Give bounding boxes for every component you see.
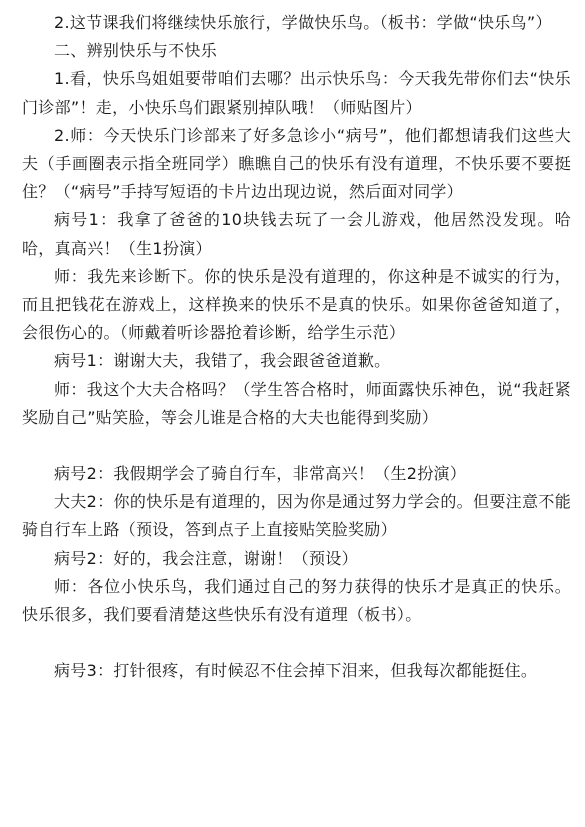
- paragraph-step-2: 2.师：今天快乐门诊部来了好多急诊小“病号”，他们都想请我们这些大夫（手画圈表示指全班同学）瞧瞧自己的快乐有没有道理，不快乐要不要挺住？（“病号”手持写短语的卡片边出现边说，然后面对同学）: [22, 125, 571, 202]
- paragraph-doctor-2: 大夫2：你的快乐是有道理的，因为你是通过努力学会的。但要注意不能骑自行车上路（预设，答到点子上直接贴笑脸奖励）: [22, 492, 571, 540]
- paragraph-patient-3: 病号3：打针很疼，有时候忍不住会掉下泪来，但我每次都能挺住。: [54, 661, 538, 681]
- paragraph-teacher-reward: 师：我这个大夫合格吗？（学生答合格时，师面露快乐神色，说“我赶紧奖励自己”贴笑脸，等会儿谁是合格的大夫也能得到奖励）: [22, 379, 571, 427]
- blank-line: [22, 629, 571, 657]
- paragraph-teacher-summary: 师：各位小快乐鸟，我们通过自己的努力获得的快乐才是真正的快乐。快乐很多，我们要看清楚这些快乐有没有道理（板书）。: [22, 576, 571, 625]
- section-heading: 二、辨别快乐与不快乐: [54, 41, 218, 61]
- paragraph-patient-2-reply: 病号2：好的，我会注意，谢谢！（预设）: [54, 548, 358, 568]
- paragraph-teacher-diagnosis: 师：我先来诊断下。你的快乐是没有道理的，你这种是不诚实的行为，而且把钱花在游戏上，这样换来的快乐不是真的快乐。如果你爸爸知道了，会很伤心的。（师戴着听诊器抢着诊断，给学生示范）: [22, 266, 571, 343]
- paragraph-patient-2: 病号2：我假期学会了骑自行车，非常高兴！（生2扮演）: [54, 464, 467, 484]
- paragraph-step-1: 1.看，快乐鸟姐姐要带咱们去哪？出示快乐鸟：今天我先带你们去“快乐门诊部”！走，小快乐鸟们跟紧别掉队哦！（师贴图片）: [22, 69, 571, 117]
- paragraph-patient-1: 病号1：我拿了爸爸的10块钱去玩了一会儿游戏，他居然没发现。哈哈，真高兴！（生1扮演）: [22, 210, 571, 258]
- blank-line: [22, 432, 571, 460]
- paragraph-lesson-intro: 2.这节课我们将继续快乐旅行，学做快乐鸟。（板书：学做“快乐鸟”）: [54, 13, 552, 32]
- paragraph-patient-1-reply: 病号1：谢谢大夫，我错了，我会跟爸爸道歉。: [54, 351, 391, 371]
